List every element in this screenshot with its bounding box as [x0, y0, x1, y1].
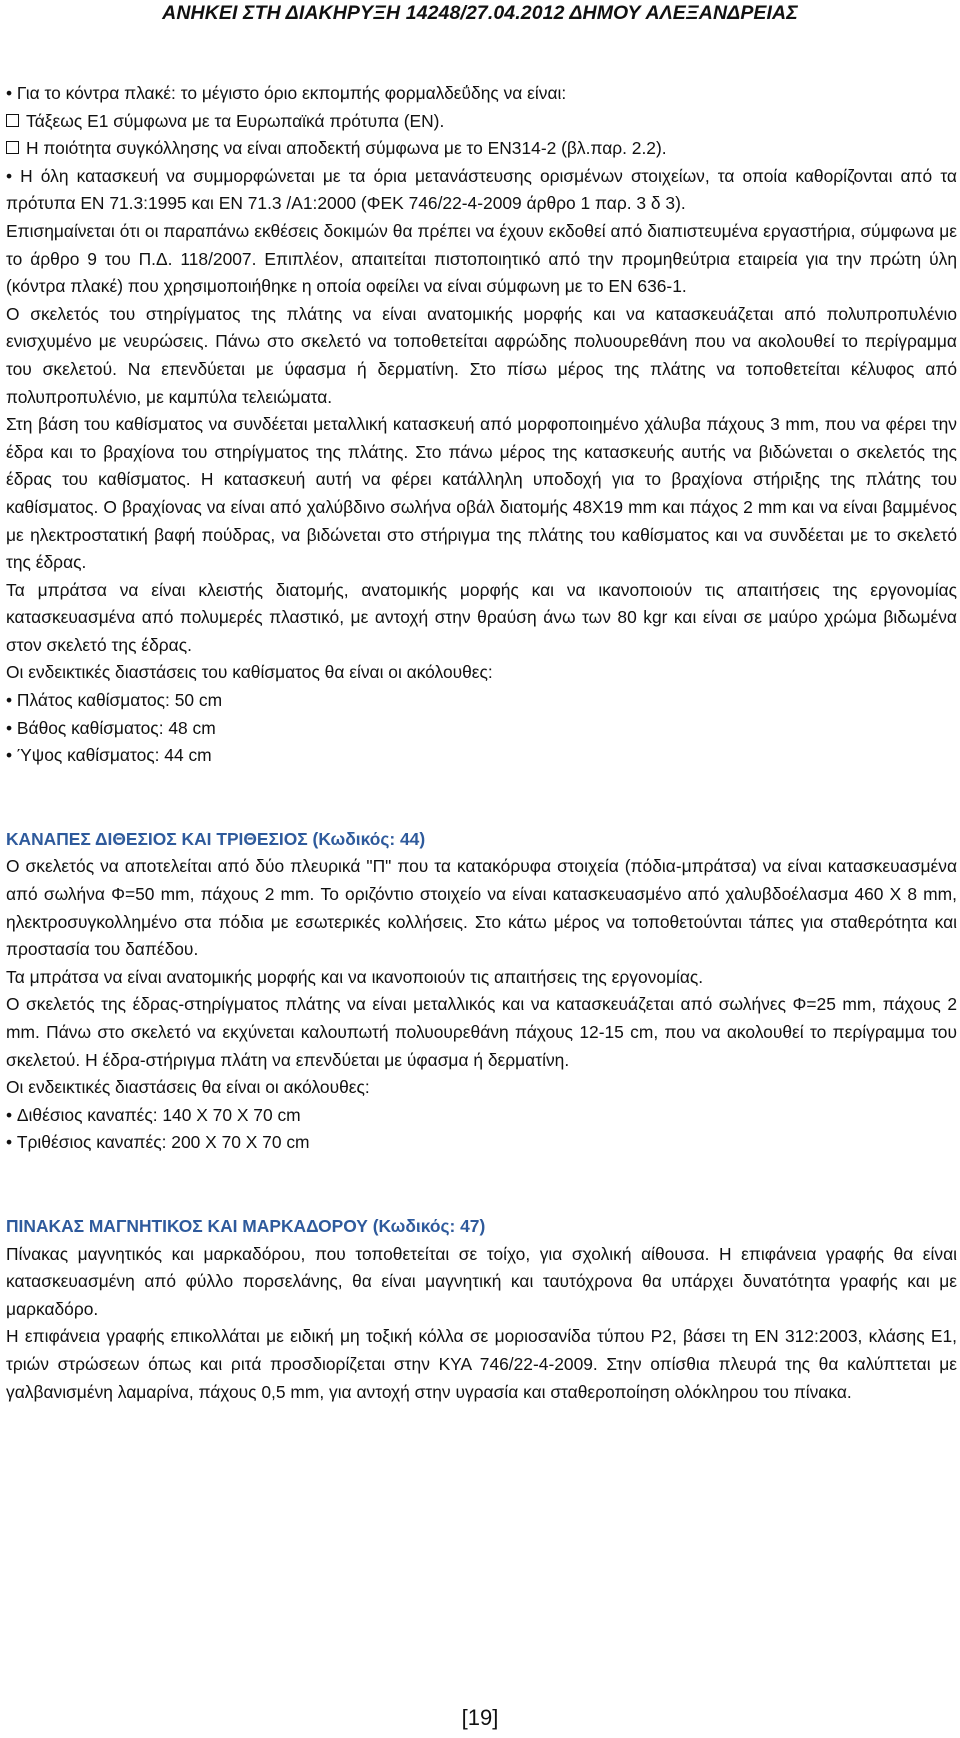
paragraph-formaldehyde: • Για το κόντρα πλακέ: το μέγιστο όριο εκπομπής φορμαλδεΰδης να είναι: [6, 80, 957, 108]
paragraph-sofa-arms: Τα μπράτσα να είναι ανατομικής μορφής και να ικανοποιούν τις απαιτήσεις της εργονομίας. [6, 966, 704, 987]
paragraph-sofa-dimensions-intro: Οι ενδεικτικές διαστάσεις θα είναι οι ακόλουθες: [6, 1077, 370, 1098]
paragraph-sofa-frame: Ο σκελετός να αποτελείται από δύο πλευρικά "Π" που τα κατακόρυφα στοιχεία (πόδια-μπράτσα) να είναι κατασκευασμένα από σωλήνα Φ=50 mm, πάχους 2 mm. Το οριζόντιο στοιχείο να είναι κατασκευασμένο από χαλυβδοέλασμα 460 Χ 8 mm, ηλεκτροσυγκολλημένο στα πόδια με εσωτερικές κολλήσεις. Στο κάτω μέρος να τοποθετούνται τάπες για σταθερότητα και προστασία του δαπέδου. [6, 856, 957, 960]
dimension-item: • Βάθος καθίσματος: 48 cm [6, 715, 957, 743]
document-body [6, 80, 957, 1406]
page-number: [19] [461, 1705, 499, 1730]
section-board [6, 1213, 957, 1406]
paragraph-seat-base: Στη βάση του καθίσματος να συνδέεται μεταλλική κατασκευή από μορφοποιημένο χάλυβα πάχους 3 mm, που να φέρει την έδρα και το βραχίονα του στηρίγματος της πλάτης. Στο πάνω μέρος της κατασκευής αυτής να βιδώνεται ο σκελετός της έδρας του καθίσματος. Η κατασκευή αυτή να φέρει κατάλληλη υποδοχή για το βραχίονα στήριξης της πλάτης του καθίσματος. Ο βραχίονας να είναι από χαλύβδινο σωλήνα οβάλ διατομής 48Χ19 mm και πάχος 2 mm και να είναι βαμμένος με ηλεκτροστατική βαφή πούδρας, να βιδώνεται στο στήριγμα της πλάτης του καθίσματος και να συνδέεται με το σκελετό της έδρας. [6, 414, 957, 573]
checkbox-icon [6, 114, 19, 127]
paragraph-dimensions-intro: Οι ενδεικτικές διαστάσεις του καθίσματος θα είναι οι ακόλουθες: [6, 662, 493, 683]
dimension-item: • Τριθέσιος καναπές: 200 Χ 70 Χ 70 cm [6, 1129, 957, 1157]
paragraph-sofa-seat: Ο σκελετός της έδρας-στηρίγματος πλάτης να είναι μεταλλικός και να κατασκευάζεται από σωλήνες Φ=25 mm, πάχους 2 mm. Πάνω στο σκελετό να εκχύνεται καλουπωτή πολυουρεθάνη πάχους 12-15 cm, που να ακολουθεί το περίγραμμα του σκελετού. Η έδρα-στήριγμα πλάτη να επενδύεται με ύφασμα ή δερματίνη. [6, 994, 957, 1070]
page-header: ΑΝΗΚΕΙ ΣΤΗ ΔΙΑΚΗΡΥΞΗ 14248/27.04.2012 ΔΗΜΟΥ ΑΛΕΞΑΝΔΡΕΙΑΣ [162, 2, 798, 24]
paragraph-backrest: Ο σκελετός του στηρίγματος της πλάτης να είναι ανατομικής μορφής και να κατασκευάζεται από πολυπροπυλένιο ενισχυμένο με νευρώσεις. Πάνω στο σκελετό να τοποθετείται αφρώδης πολυουρεθάνη που να ακολουθεί το περίγραμμα του σκελετού. Να επενδύεται με ύφασμα ή δερματίνη. Στο πίσω μέρος της πλάτης να τοποθετείται κέλυφος από πολυπροπυλένιο, με καμπύλα τελειώματα. [6, 303, 957, 407]
checkbox-line-adhesion [6, 135, 957, 163]
section-sofa [6, 826, 957, 1157]
paragraph-armrests: Τα μπράτσα να είναι κλειστής διατομής, ανατομικής μορφής και να ικανοποιούν τις απαιτήσεις της εργονομίας κατασκευασμένα από πολυμερές πλαστικό, με αντοχή στην θραύση άνω των 80 kgr και είναι σε μαύρο χρώμα βιδωμένα στον σκελετό της έδρας. [6, 579, 957, 655]
checkbox-icon [6, 141, 19, 154]
checkbox-line-e1-text: Τάξεως Ε1 σύμφωνα με τα Ευρωπαϊκά πρότυπα (ΕΝ). [26, 110, 445, 131]
checkbox-line-adhesion-text: Η ποιότητα συγκόλλησης να είναι αποδεκτή σύμφωνα με το ΕΝ314-2 (βλ.παρ. 2.2). [26, 138, 667, 159]
dimension-item: • Πλάτος καθίσματος: 50 cm [6, 687, 957, 715]
dimension-item: • Διθέσιος καναπές: 140 Χ 70 Χ 70 cm [6, 1102, 957, 1130]
section-title-sofa: ΚΑΝΑΠΕΣ ΔΙΘΕΣΙΟΣ ΚΑΙ ΤΡΙΘΕΣΙΟΣ (Κωδικός: 44) [6, 828, 426, 849]
paragraph-migration-limits: • Η όλη κατασκευή να συμμορφώνεται με τα όρια μετανάστευσης ορισμένων στοιχείων, τα οποία καθορίζονται από τα πρότυπα ΕΝ 71.3:1995 και ΕΝ 71.3 /Α1:2000 (ΦΕΚ 746/22-4-2009 άρθρο 1 παρ. 3 δ 3). [6, 163, 957, 218]
paragraph-board-construction: Η επιφάνεια γραφής επικολλάται με ειδική μη τοξική κόλλα σε μοριοσανίδα τύπου Ρ2, βάσει τη ΕΝ 312:2003, κλάσης Ε1, τριών στρώσεων όπως και ριτά προσδιορίζεται στην ΚΥΑ 746/22-4-2009. Στην οπίσθια πλευρά της θα καλύπτεται με γαλβανισμένη λαμαρίνα, πάχους 0,5 mm, για αντοχή στην υγρασία και σταθεροποίηση ολόκληρου του πίνακα. [6, 1326, 957, 1402]
paragraph-test-reports: Επισημαίνεται ότι οι παραπάνω εκθέσεις δοκιμών θα πρέπει να έχουν εκδοθεί από διαπιστευμένα εργαστήρια, σύμφωνα με το άρθρο 9 του Π.Δ. 118/2007. Επιπλέον, απαιτείται πιστοποιητικό από την προμηθεύτρια εταιρεία για την πρώτη ύλη (κόντρα πλακέ) που χρησιμοποιήθηκε η οποία οφείλει να είναι σύμφωνη με το ΕΝ 636-1. [6, 220, 957, 297]
paragraph-board-description: Πίνακας μαγνητικός και μαρκαδόρου, που τοποθετείται σε τοίχο, για σχολική αίθουσα. Η επιφάνεια γραφής θα είναι κατασκευασμένη από φύλλο πορσελάνης, θα είναι μαγνητική και ταυτόχρονα θα υπάρχει δυνατότητα γραφής και με μαρκαδόρο. [6, 1243, 957, 1319]
section-title-board: ΠΙΝΑΚΑΣ ΜΑΓΝΗΤΙΚΟΣ ΚΑΙ ΜΑΡΚΑΔΟΡΟΥ (Κωδικός: 47) [6, 1215, 486, 1236]
dimension-item: • Ύψος καθίσματος: 44 cm [6, 742, 957, 770]
checkbox-line-e1 [6, 108, 957, 136]
